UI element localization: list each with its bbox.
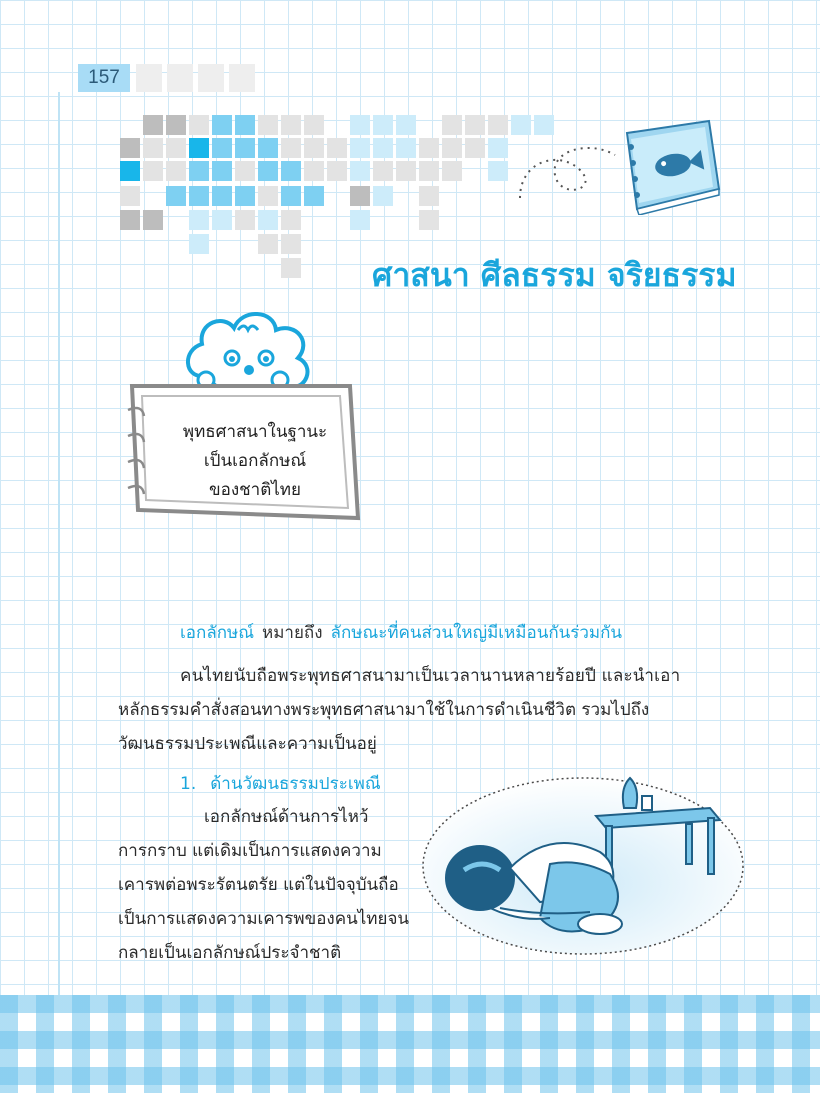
cloud-mascot-icon — [188, 314, 308, 388]
page-number: 157 — [78, 64, 130, 92]
section-line: เอกลักษณ์ด้านการไหว้ — [204, 807, 369, 827]
section-line: กลายเป็นเอกลักษณ์ประจำชาติ — [118, 943, 342, 963]
fish-book-icon — [613, 117, 721, 215]
card-text — [160, 418, 350, 505]
section-line: การกราบ แต่เดิมเป็นการแสดงความ — [118, 841, 382, 861]
intro-paragraph — [118, 659, 746, 761]
paragraph-line: คนไทยนับถือพระพุทธศาสนามาเป็นเวลานานหลายร้อยปี และนำเอา — [180, 666, 681, 686]
section-number: 1. — [180, 774, 197, 794]
definition-connector: หมายถึง — [262, 623, 323, 643]
definition-term: เอกลักษณ์ — [180, 623, 255, 643]
definition-meaning: ลักษณะที่คนส่วนใหญ่มีเหมือนกันร่วมกัน — [330, 623, 623, 643]
card-line: พุทธศาสนาในฐานะ — [182, 422, 328, 442]
section-title: ด้านวัฒนธรรมประเพณี — [210, 774, 381, 794]
paragraph-line: หลักธรรมคำสั่งสอนทางพระพุทธศาสนามาใช้ในการดำเนินชีวิต รวมไปถึง — [118, 700, 650, 720]
card-line: เป็นเอกลักษณ์ — [203, 451, 307, 471]
chapter-title: ศาสนา ศีลธรรม จริยธรรม — [372, 256, 737, 294]
card-line: ของชาติไทย — [209, 480, 301, 500]
section-line: เป็นการแสดงความเคารพของคนไทยจน — [118, 909, 410, 929]
section-line: เคารพต่อพระรัตนตรัย แต่ในปัจจุบันถือ — [118, 875, 399, 895]
section-body — [118, 800, 418, 970]
girl-bowing-illustration — [420, 768, 746, 958]
definition — [180, 619, 622, 646]
gingham-footer — [0, 995, 820, 1093]
section-heading — [180, 770, 381, 797]
paragraph-line: วัฒนธรรมประเพณีและความเป็นอยู่ — [118, 734, 377, 754]
